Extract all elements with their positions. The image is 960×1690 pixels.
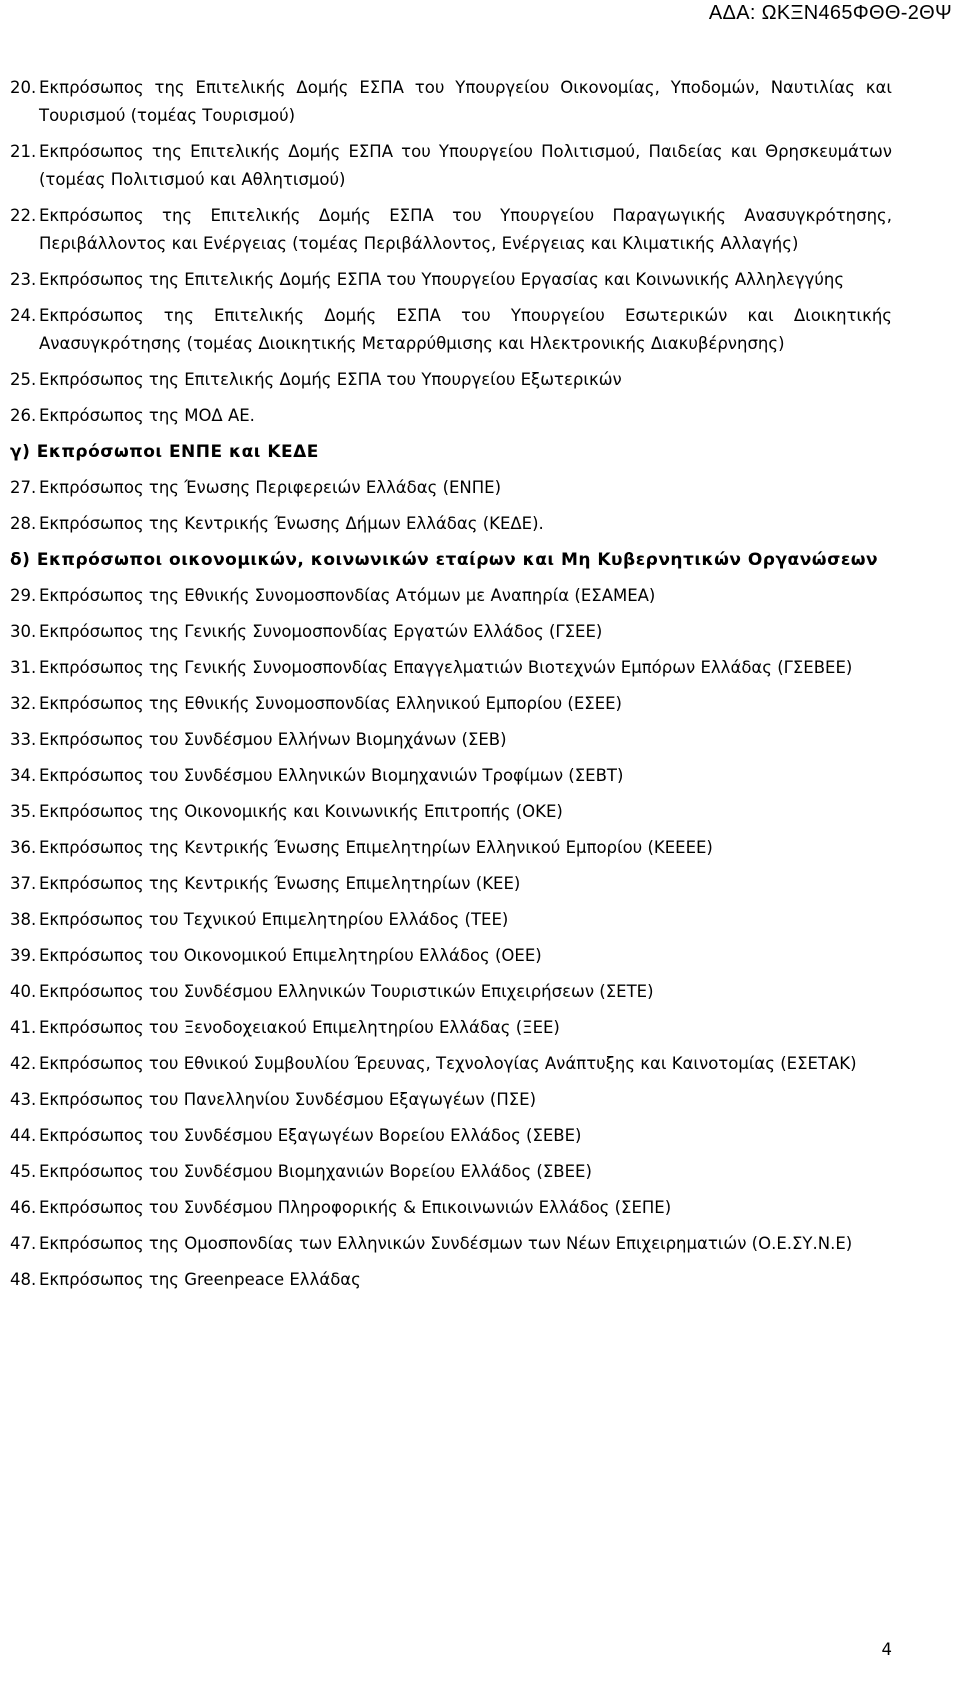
item-text: Εκπρόσωπος της Επιτελικής Δομής ΕΣΠΑ του Υπουργείου Πολιτισμού, Παιδείας και Θρησκευμάτων (τομέας Πολιτισμού και Αθλητισμού) <box>39 142 892 189</box>
item-text: Εκπρόσωπος του Συνδέσμου Ελληνικών Βιομηχανιών Τροφίμων (ΣΕΒΤ) <box>39 766 624 785</box>
list-item <box>10 366 892 394</box>
list-item <box>10 762 892 790</box>
list-item <box>10 1158 892 1186</box>
section-heading-d: δ) Εκπρόσωποι οικονομικών, κοινωνικών εταίρων και Μη Κυβερνητικών Οργανώσεων <box>10 550 879 570</box>
list-item <box>10 510 892 538</box>
list-item <box>10 302 892 358</box>
item-text: Εκπρόσωπος της Κεντρικής Ένωσης Επιμελητηρίων Ελληνικού Εμπορίου (ΚΕΕΕΕ) <box>39 838 713 857</box>
document-body <box>10 74 892 1302</box>
item-number: 47. <box>10 1234 37 1253</box>
item-text: Εκπρόσωπος της Επιτελικής Δομής ΕΣΠΑ του Υπουργείου Εσωτερικών και Διοικητικής Ανασυγκρότησης (τομέας Διοικητικής Μεταρρύθμισης και Ηλεκτρονικής Διακυβέρνησης) <box>39 306 892 353</box>
list-item <box>10 906 892 934</box>
item-number: 27. <box>10 478 37 497</box>
item-number: 46. <box>10 1198 37 1217</box>
item-number: 32. <box>10 694 37 713</box>
item-number: 38. <box>10 910 37 929</box>
item-number: 28. <box>10 514 37 533</box>
list-item <box>10 870 892 898</box>
item-text: Εκπρόσωπος της Γενικής Συνομοσπονδίας Εργατών Ελλάδος (ΓΣΕΕ) <box>39 622 603 641</box>
list-item <box>10 202 892 258</box>
item-text: Εκπρόσωπος της Ομοσπονδίας των Ελληνικών Συνδέσμων των Νέων Επιχειρηματιών (Ο.Ε.ΣΥ.Ν.Ε) <box>39 1234 853 1253</box>
ada-code: ΑΔΑ: ΩΚΞΝ465ΦΘΘ-2ΘΨ <box>708 2 952 24</box>
list-item <box>10 798 892 826</box>
item-text: Εκπρόσωπος του Πανελληνίου Συνδέσμου Εξαγωγέων (ΠΣΕ) <box>39 1090 537 1109</box>
item-number: 45. <box>10 1162 37 1181</box>
item-number: 34. <box>10 766 37 785</box>
list-item <box>10 138 892 194</box>
item-text: Εκπρόσωπος της Κεντρικής Ένωσης Δήμων Ελλάδας (ΚΕΔΕ). <box>39 514 544 533</box>
item-text: Εκπρόσωπος της Εθνικής Συνομοσπονδίας Ελληνικού Εμπορίου (ΕΣΕΕ) <box>39 694 622 713</box>
list-item <box>10 978 892 1006</box>
item-number: 21. <box>10 142 37 161</box>
section-heading-c: γ) Εκπρόσωποι ΕΝΠΕ και ΚΕΔΕ <box>10 442 319 462</box>
item-number: 30. <box>10 622 37 641</box>
list-item <box>10 1086 892 1114</box>
list-item <box>10 1122 892 1150</box>
item-text: Εκπρόσωπος του Συνδέσμου Ελλήνων Βιομηχάνων (ΣΕΒ) <box>39 730 507 749</box>
item-number: 24. <box>10 306 37 325</box>
item-number: 26. <box>10 406 37 425</box>
list-item <box>10 402 892 430</box>
item-text: Εκπρόσωπος του Εθνικού Συμβουλίου Έρευνας, Τεχνολογίας Ανάπτυξης και Καινοτομίας (ΕΣΕΤΑΚ) <box>39 1054 857 1073</box>
item-text: Εκπρόσωπος της Greenpeace Ελλάδας <box>39 1270 361 1289</box>
item-number: 37. <box>10 874 37 893</box>
item-text: Εκπρόσωπος του Συνδέσμου Εξαγωγέων Βορείου Ελλάδος (ΣΕΒΕ) <box>39 1126 582 1145</box>
item-number: 22. <box>10 206 37 225</box>
list-item <box>10 834 892 862</box>
item-number: 42. <box>10 1054 37 1073</box>
item-text: Εκπρόσωπος του Συνδέσμου Βιομηχανιών Βορείου Ελλάδος (ΣΒΕΕ) <box>39 1162 592 1181</box>
list-item <box>10 690 892 718</box>
item-number: 23. <box>10 270 37 289</box>
list-item <box>10 726 892 754</box>
item-number: 36. <box>10 838 37 857</box>
item-text: Εκπρόσωπος της Επιτελικής Δομής ΕΣΠΑ του Υπουργείου Εργασίας και Κοινωνικής Αλληλεγγύης <box>39 270 845 289</box>
item-number: 48. <box>10 1270 37 1289</box>
item-number: 29. <box>10 586 37 605</box>
item-number: 44. <box>10 1126 37 1145</box>
list-item <box>10 654 892 682</box>
list-item <box>10 474 892 502</box>
item-number: 43. <box>10 1090 37 1109</box>
list-item <box>10 942 892 970</box>
item-text: Εκπρόσωπος του Συνδέσμου Πληροφορικής & Επικοινωνιών Ελλάδος (ΣΕΠΕ) <box>39 1198 672 1217</box>
item-text: Εκπρόσωπος του Οικονομικού Επιμελητηρίου Ελλάδος (ΟΕΕ) <box>39 946 542 965</box>
item-number: 25. <box>10 370 37 389</box>
page-number: 4 <box>881 1640 892 1659</box>
list-item <box>10 618 892 646</box>
list-item <box>10 74 892 130</box>
item-text: Εκπρόσωπος της Επιτελικής Δομής ΕΣΠΑ του Υπουργείου Εξωτερικών <box>39 370 622 389</box>
list-item <box>10 1194 892 1222</box>
item-text: Εκπρόσωπος της Οικονομικής και Κοινωνικής Επιτροπής (ΟΚΕ) <box>39 802 563 821</box>
item-text: Εκπρόσωπος του Συνδέσμου Ελληνικών Τουριστικών Επιχειρήσεων (ΣΕΤΕ) <box>39 982 654 1001</box>
item-text: Εκπρόσωπος της Ένωσης Περιφερειών Ελλάδας (ΕΝΠΕ) <box>39 478 502 497</box>
item-text: Εκπρόσωπος της Γενικής Συνομοσπονδίας Επαγγελματιών Βιοτεχνών Εμπόρων Ελλάδας (ΓΣΕΒΕΕ) <box>39 658 853 677</box>
list-item <box>10 1230 892 1258</box>
item-number: 20. <box>10 78 37 97</box>
item-text: Εκπρόσωπος του Ξενοδοχειακού Επιμελητηρίου Ελλάδας (ΞΕΕ) <box>39 1018 560 1037</box>
item-number: 41. <box>10 1018 37 1037</box>
item-text: Εκπρόσωπος της Εθνικής Συνομοσπονδίας Ατόμων με Αναπηρία (ΕΣΑΜΕΑ) <box>39 586 656 605</box>
list-item <box>10 582 892 610</box>
item-number: 33. <box>10 730 37 749</box>
item-number: 31. <box>10 658 37 677</box>
list-item <box>10 266 892 294</box>
item-number: 35. <box>10 802 37 821</box>
item-number: 39. <box>10 946 37 965</box>
list-item <box>10 1266 892 1294</box>
item-text: Εκπρόσωπος της Επιτελικής Δομής ΕΣΠΑ του Υπουργείου Οικονομίας, Υποδομών, Ναυτιλίας και Τουρισμού (τομέας Τουρισμού) <box>39 78 892 125</box>
list-item <box>10 1014 892 1042</box>
list-item <box>10 1050 892 1078</box>
item-text: Εκπρόσωπος της Κεντρικής Ένωσης Επιμελητηρίων (ΚΕΕ) <box>39 874 521 893</box>
item-text: Εκπρόσωπος της Επιτελικής Δομής ΕΣΠΑ του Υπουργείου Παραγωγικής Ανασυγκρότησης, Περιβάλλοντος και Ενέργειας (τομέας Περιβάλλοντος, Ενέργειας και Κλιματικής Αλλαγής) <box>39 206 892 253</box>
item-text: Εκπρόσωπος του Τεχνικού Επιμελητηρίου Ελλάδος (ΤΕΕ) <box>39 910 509 929</box>
item-text: Εκπρόσωπος της ΜΟΔ ΑΕ. <box>39 406 255 425</box>
item-number: 40. <box>10 982 37 1001</box>
